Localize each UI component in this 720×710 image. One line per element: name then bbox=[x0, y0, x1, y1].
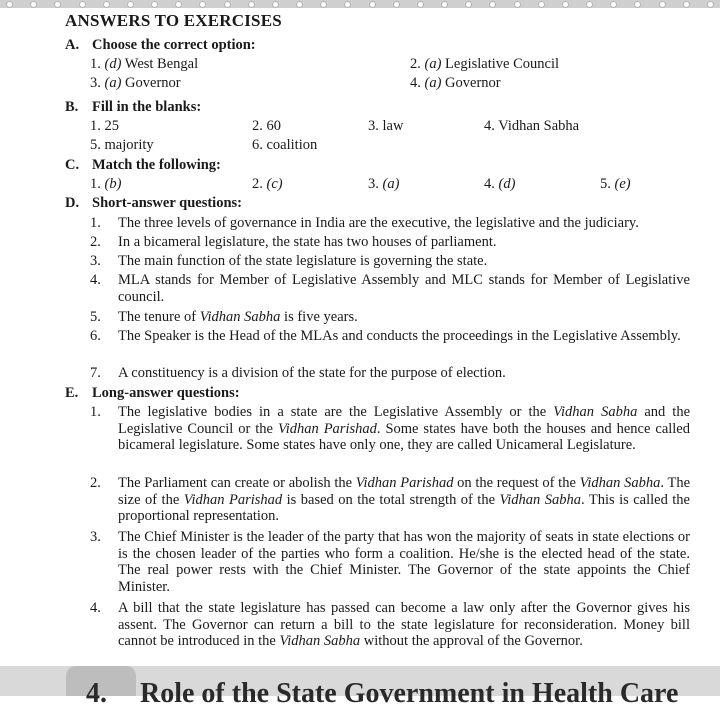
text-run: . Some states have both the houses and hence called bicameral legislature. Some states have only one, they are called Unicameral Legislature. bbox=[118, 420, 690, 453]
emphasis-term: Vidhan Sabha bbox=[199, 309, 281, 325]
answer-option: (a) bbox=[424, 75, 442, 91]
answer-a1 bbox=[90, 56, 198, 73]
answer-option: (a) bbox=[382, 176, 400, 192]
answer-option: (a) bbox=[424, 56, 442, 72]
short-answer-7: A constituency is a division of the state for the purpose of election. bbox=[118, 365, 506, 381]
answer-text: Legislative Council bbox=[445, 56, 560, 72]
border-dot bbox=[634, 1, 641, 8]
short-answer-6: The Speaker is the Head of the MLAs and conducts the proceedings in the Legislative Assembly. bbox=[118, 328, 681, 344]
answer-c4 bbox=[484, 176, 515, 193]
text-run: . This is called the proportional representation. bbox=[118, 491, 690, 524]
text-run: The tenure of bbox=[118, 309, 200, 325]
answer-c5 bbox=[600, 176, 631, 193]
list-number: 4. bbox=[90, 272, 101, 288]
text-run: is based on the total strength of the bbox=[282, 491, 500, 508]
answer-a4 bbox=[410, 75, 501, 92]
answer-option: (e) bbox=[614, 176, 631, 192]
emphasis-term: Vidhan Sabha bbox=[553, 404, 638, 420]
border-dot bbox=[199, 1, 206, 8]
answer-text: Governor bbox=[125, 75, 181, 91]
list-number: 5. bbox=[90, 309, 101, 325]
short-answer-1: The three levels of governance in India are the executive, the legislative and the judiciary. bbox=[118, 215, 639, 231]
answer-c2 bbox=[252, 176, 283, 193]
answer-number: 3. bbox=[90, 75, 101, 91]
list-number: 6. bbox=[90, 328, 101, 344]
list-number: 1. bbox=[90, 404, 101, 420]
text-run: . The size of the bbox=[118, 475, 691, 508]
border-dot bbox=[272, 1, 279, 8]
short-answer-4: MLA stands for Member of Legislative Assembly and MLC stands for Member of Legislative council. bbox=[118, 272, 690, 305]
emphasis-term: Vidhan Parishad bbox=[355, 475, 454, 491]
border-dot bbox=[6, 1, 13, 8]
chapter-number: 4. bbox=[86, 678, 107, 709]
border-dot bbox=[151, 1, 158, 8]
answer-b2: 2. 60 bbox=[252, 118, 281, 134]
section-title: Match the following: bbox=[92, 157, 221, 173]
list-number: 3. bbox=[90, 529, 101, 545]
border-dot bbox=[683, 1, 690, 8]
emphasis-term: Vidhan Parishad bbox=[277, 420, 377, 437]
section-letter: C. bbox=[65, 157, 80, 173]
section-d-heading bbox=[65, 195, 242, 212]
section-letter: B. bbox=[65, 99, 79, 115]
section-title: Short-answer questions: bbox=[92, 195, 242, 211]
long-answer-3: The Chief Minister is the leader of the party that has won the majority of seats in state elections or is the chosen leader of the parties who form a coalition. He/she is the elected head of the state. The real power rests with the Chief Minister. The Governor of the state appoints the Chief Minister. bbox=[118, 529, 690, 595]
border-dot bbox=[707, 1, 714, 8]
answer-number: 4. bbox=[410, 75, 421, 91]
answer-number: 5. bbox=[600, 176, 611, 192]
long-answer-1 bbox=[118, 404, 690, 454]
text-run: on the request of the bbox=[453, 475, 580, 491]
short-answer-2: In a bicameral legislature, the state has two houses of parliament. bbox=[118, 234, 497, 250]
section-letter: E. bbox=[65, 385, 79, 401]
answer-number: 2. bbox=[252, 176, 263, 192]
section-a-heading bbox=[65, 37, 256, 54]
section-letter: D. bbox=[65, 195, 80, 211]
list-number: 1. bbox=[90, 215, 101, 231]
chapter-title: Role of the State Government in Health Care bbox=[140, 678, 679, 709]
answer-b6: 6. coalition bbox=[252, 137, 318, 153]
border-dot bbox=[489, 1, 496, 8]
border-dot bbox=[344, 1, 351, 8]
border-dot bbox=[562, 1, 569, 8]
answer-c1 bbox=[90, 176, 121, 193]
border-dot bbox=[103, 1, 110, 8]
border-dot bbox=[465, 1, 472, 8]
list-number: 7. bbox=[90, 365, 101, 381]
answer-number: 1. bbox=[90, 176, 101, 192]
border-dot bbox=[659, 1, 666, 8]
answer-b1: 1. 25 bbox=[90, 118, 119, 134]
answer-option: (c) bbox=[266, 176, 283, 192]
border-dot bbox=[54, 1, 61, 8]
border-dot bbox=[224, 1, 231, 8]
emphasis-term: Vidhan Parishad bbox=[183, 491, 283, 508]
answer-number: 3. bbox=[368, 176, 379, 192]
answer-b3: 3. law bbox=[368, 118, 404, 134]
text-run: and the Legislative Council or the bbox=[118, 404, 691, 437]
border-dot bbox=[514, 1, 521, 8]
border-dot bbox=[30, 1, 37, 8]
border-dot bbox=[369, 1, 376, 8]
answer-b5: 5. majority bbox=[90, 137, 154, 153]
list-number: 2. bbox=[90, 234, 101, 250]
border-dot bbox=[127, 1, 134, 8]
section-e-heading bbox=[65, 385, 240, 402]
border-dot bbox=[175, 1, 182, 8]
answer-c3 bbox=[368, 176, 399, 193]
long-answer-2 bbox=[118, 475, 690, 525]
section-b-heading bbox=[65, 99, 201, 116]
section-letter: A. bbox=[65, 37, 80, 53]
border-dot bbox=[248, 1, 255, 8]
emphasis-term: Vidhan Sabha bbox=[499, 491, 582, 508]
short-answer-5 bbox=[118, 309, 690, 326]
page-title: ANSWERS TO EXERCISES bbox=[65, 11, 282, 30]
border-dot bbox=[610, 1, 617, 8]
text-run: without the approval of the Governor. bbox=[360, 633, 583, 649]
answer-a3 bbox=[90, 75, 181, 92]
answer-text: Governor bbox=[445, 75, 501, 91]
section-c-heading bbox=[65, 157, 221, 174]
list-number: 2. bbox=[90, 475, 101, 491]
text-run: is five years. bbox=[280, 309, 358, 325]
answer-option: (b) bbox=[104, 176, 122, 192]
section-title: Fill in the blanks: bbox=[92, 99, 202, 115]
text-run: A bill that the state legislature has passed can become a law only after the Governor gives his assent. The Governor can return a bill to the state legislature for reconsideration. Money bill cannot be introduced in the bbox=[118, 600, 690, 649]
text-run: The Parliament can create or abolish the bbox=[118, 475, 356, 491]
long-answer-4 bbox=[118, 600, 690, 650]
answer-number: 1. bbox=[90, 56, 101, 72]
border-dot bbox=[296, 1, 303, 8]
border-dot bbox=[538, 1, 545, 8]
answer-b4: 4. Vidhan Sabha bbox=[484, 118, 580, 134]
border-dot bbox=[441, 1, 448, 8]
section-title: Choose the correct option: bbox=[92, 37, 256, 53]
answer-option: (d) bbox=[498, 176, 516, 192]
answer-option: (a) bbox=[104, 75, 122, 91]
answer-number: 2. bbox=[410, 56, 421, 72]
emphasis-term: Vidhan Sabha bbox=[279, 633, 361, 649]
border-dot bbox=[586, 1, 593, 8]
border-dot bbox=[320, 1, 327, 8]
page-top-border bbox=[0, 0, 720, 8]
border-dot bbox=[393, 1, 400, 8]
border-dot bbox=[79, 1, 86, 8]
text-run: The legislative bodies in a state are the Legislative Assembly or the bbox=[118, 404, 554, 420]
list-number: 3. bbox=[90, 253, 101, 269]
emphasis-term: Vidhan Sabha bbox=[579, 475, 661, 491]
answer-option: (d) bbox=[104, 56, 122, 72]
list-number: 4. bbox=[90, 600, 101, 616]
section-title: Long-answer questions: bbox=[92, 385, 240, 401]
answer-text: West Bengal bbox=[124, 56, 199, 72]
answer-a2 bbox=[410, 56, 559, 73]
border-dot bbox=[417, 1, 424, 8]
short-answer-3: The main function of the state legislature is governing the state. bbox=[118, 253, 488, 269]
answer-number: 4. bbox=[484, 176, 495, 192]
